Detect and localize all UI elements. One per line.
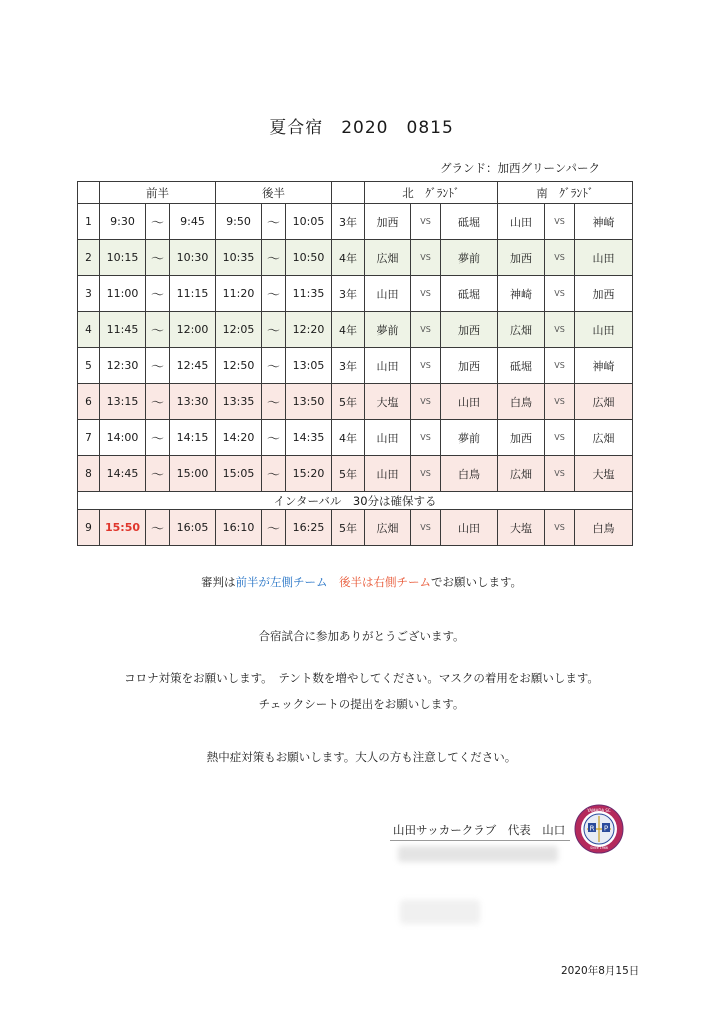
match-number: 6 bbox=[78, 384, 100, 420]
north-team-2: 砥堀 bbox=[441, 276, 498, 312]
ground-note: グランド：加西グリーンパーク bbox=[440, 161, 600, 175]
north-team-1: 加西 bbox=[365, 204, 411, 240]
vs-label: VS bbox=[545, 510, 575, 546]
second-half-start: 12:05 bbox=[216, 312, 262, 348]
second-half-end: 13:50 bbox=[286, 384, 332, 420]
second-half-end: 10:50 bbox=[286, 240, 332, 276]
north-team-2: 山田 bbox=[441, 510, 498, 546]
vs-label: VS bbox=[545, 456, 575, 492]
tilde: ～ bbox=[146, 204, 170, 240]
tilde: ～ bbox=[262, 420, 286, 456]
logo-ring-text: YAMADA SC bbox=[587, 808, 611, 813]
second-half-end: 16:25 bbox=[286, 510, 332, 546]
referee-text-1: 審判は bbox=[200, 575, 236, 589]
vs-label: VS bbox=[411, 384, 441, 420]
first-half-start: 14:45 bbox=[100, 456, 146, 492]
grade: 3年 bbox=[332, 276, 365, 312]
south-team-1: 加西 bbox=[498, 240, 545, 276]
first-half-end: 12:00 bbox=[170, 312, 216, 348]
match-number: 2 bbox=[78, 240, 100, 276]
first-half-start: 11:00 bbox=[100, 276, 146, 312]
grade: 5年 bbox=[332, 384, 365, 420]
grade: 5年 bbox=[332, 510, 365, 546]
tilde: ～ bbox=[146, 312, 170, 348]
tilde: ～ bbox=[146, 384, 170, 420]
logo-letter-left: R bbox=[589, 824, 595, 833]
table-row bbox=[78, 312, 633, 348]
north-team-1: 山田 bbox=[365, 348, 411, 384]
first-half-start: 14:00 bbox=[100, 420, 146, 456]
north-team-1: 夢前 bbox=[365, 312, 411, 348]
header-south-ground: 南 ｸﾞﾗﾝﾄﾞ bbox=[498, 182, 633, 204]
vs-label: VS bbox=[411, 348, 441, 384]
south-team-2: 神崎 bbox=[575, 204, 633, 240]
vs-label: VS bbox=[545, 420, 575, 456]
table-header-row bbox=[78, 182, 633, 204]
first-half-end: 15:00 bbox=[170, 456, 216, 492]
logo-bottom-text: Since 1966 bbox=[590, 846, 608, 850]
second-half-end: 10:05 bbox=[286, 204, 332, 240]
match-number: 9 bbox=[78, 510, 100, 546]
second-half-end: 15:20 bbox=[286, 456, 332, 492]
first-half-end: 12:45 bbox=[170, 348, 216, 384]
north-team-2: 山田 bbox=[441, 384, 498, 420]
grade: 3年 bbox=[332, 204, 365, 240]
logo-letter-right: P bbox=[603, 824, 609, 833]
south-team-2: 加西 bbox=[575, 276, 633, 312]
tilde: ～ bbox=[146, 420, 170, 456]
first-half-end: 9:45 bbox=[170, 204, 216, 240]
south-team-2: 山田 bbox=[575, 240, 633, 276]
second-half-start: 14:20 bbox=[216, 420, 262, 456]
north-team-2: 加西 bbox=[441, 348, 498, 384]
first-half-end: 13:30 bbox=[170, 384, 216, 420]
south-team-1: 大塩 bbox=[498, 510, 545, 546]
vs-label: VS bbox=[411, 510, 441, 546]
north-team-1: 広畑 bbox=[365, 240, 411, 276]
vs-label: VS bbox=[545, 276, 575, 312]
north-team-1: 山田 bbox=[365, 420, 411, 456]
checksheet-message: チェックシートの提出をお願いします。 bbox=[258, 697, 465, 711]
second-half-start: 9:50 bbox=[216, 204, 262, 240]
redacted-contact bbox=[400, 900, 480, 924]
vs-label: VS bbox=[411, 240, 441, 276]
tilde: ～ bbox=[262, 510, 286, 546]
first-half-end: 10:30 bbox=[170, 240, 216, 276]
south-team-1: 加西 bbox=[498, 420, 545, 456]
first-half-start: 13:15 bbox=[100, 384, 146, 420]
south-team-1: 広畑 bbox=[498, 456, 545, 492]
tilde: ～ bbox=[262, 312, 286, 348]
tilde: ～ bbox=[262, 384, 286, 420]
south-team-2: 神崎 bbox=[575, 348, 633, 384]
schedule-table bbox=[77, 181, 633, 546]
first-half-end: 11:15 bbox=[170, 276, 216, 312]
second-half-end: 11:35 bbox=[286, 276, 332, 312]
vs-label: VS bbox=[411, 204, 441, 240]
heat-message: 熱中症対策もお願いします。大人の方も注意してください。 bbox=[206, 750, 517, 764]
vs-label: VS bbox=[545, 312, 575, 348]
tilde: ～ bbox=[146, 276, 170, 312]
table-row bbox=[78, 276, 633, 312]
second-half-end: 12:20 bbox=[286, 312, 332, 348]
second-half-start: 10:35 bbox=[216, 240, 262, 276]
north-team-2: 白鳥 bbox=[441, 456, 498, 492]
redacted-address bbox=[398, 846, 558, 862]
first-half-start: 10:15 bbox=[100, 240, 146, 276]
vs-label: VS bbox=[545, 204, 575, 240]
north-team-1: 山田 bbox=[365, 276, 411, 312]
signature-line bbox=[390, 840, 570, 841]
tilde: ～ bbox=[146, 240, 170, 276]
vs-label: VS bbox=[411, 276, 441, 312]
match-number: 3 bbox=[78, 276, 100, 312]
tilde: ～ bbox=[262, 276, 286, 312]
page-title: 夏合宿 2020 0815 bbox=[269, 118, 454, 138]
tilde: ～ bbox=[262, 348, 286, 384]
grade: 4年 bbox=[332, 420, 365, 456]
second-half-start: 12:50 bbox=[216, 348, 262, 384]
first-half-start: 12:30 bbox=[100, 348, 146, 384]
south-team-1: 山田 bbox=[498, 204, 545, 240]
south-team-2: 大塩 bbox=[575, 456, 633, 492]
first-half-end: 16:05 bbox=[170, 510, 216, 546]
first-half-end: 14:15 bbox=[170, 420, 216, 456]
match-number: 1 bbox=[78, 204, 100, 240]
header-grade-blank bbox=[332, 182, 365, 204]
tilde: ～ bbox=[146, 456, 170, 492]
match-number: 4 bbox=[78, 312, 100, 348]
table-row bbox=[78, 510, 633, 546]
header-blank bbox=[78, 182, 100, 204]
south-team-2: 山田 bbox=[575, 312, 633, 348]
table-row bbox=[78, 204, 633, 240]
south-team-1: 神崎 bbox=[498, 276, 545, 312]
second-half-start: 15:05 bbox=[216, 456, 262, 492]
north-team-2: 夢前 bbox=[441, 420, 498, 456]
table-row bbox=[78, 420, 633, 456]
table-row bbox=[78, 456, 633, 492]
vs-label: VS bbox=[411, 312, 441, 348]
north-team-2: 夢前 bbox=[441, 240, 498, 276]
north-team-1: 広畑 bbox=[365, 510, 411, 546]
match-number: 5 bbox=[78, 348, 100, 384]
second-half-start: 13:35 bbox=[216, 384, 262, 420]
grade: 4年 bbox=[332, 240, 365, 276]
tilde: ～ bbox=[262, 456, 286, 492]
grade: 5年 bbox=[332, 456, 365, 492]
south-team-1: 砥堀 bbox=[498, 348, 545, 384]
vs-label: VS bbox=[545, 384, 575, 420]
second-half-end: 13:05 bbox=[286, 348, 332, 384]
vs-label: VS bbox=[411, 420, 441, 456]
first-half-start: 15:50 bbox=[100, 510, 146, 546]
header-first-half: 前半 bbox=[100, 182, 216, 204]
header-second-half: 後半 bbox=[216, 182, 332, 204]
first-half-start: 11:45 bbox=[100, 312, 146, 348]
first-half-start: 9:30 bbox=[100, 204, 146, 240]
referee-second-half: 後半は右側チーム bbox=[327, 575, 431, 589]
grade: 3年 bbox=[332, 348, 365, 384]
interval-note: インターバル 30分は確保する bbox=[78, 492, 633, 510]
table-row bbox=[78, 384, 633, 420]
north-team-1: 山田 bbox=[365, 456, 411, 492]
grade: 4年 bbox=[332, 312, 365, 348]
south-team-2: 広畑 bbox=[575, 420, 633, 456]
tilde: ～ bbox=[262, 204, 286, 240]
match-number: 8 bbox=[78, 456, 100, 492]
interval-row bbox=[78, 492, 633, 510]
second-half-start: 16:10 bbox=[216, 510, 262, 546]
second-half-start: 11:20 bbox=[216, 276, 262, 312]
vs-label: VS bbox=[411, 456, 441, 492]
vs-label: VS bbox=[545, 348, 575, 384]
north-team-2: 砥堀 bbox=[441, 204, 498, 240]
referee-note bbox=[0, 574, 723, 590]
north-team-1: 大塩 bbox=[365, 384, 411, 420]
table-row bbox=[78, 240, 633, 276]
club-logo-icon bbox=[574, 804, 624, 854]
referee-text-2: でお願いします。 bbox=[430, 575, 523, 589]
north-team-2: 加西 bbox=[441, 312, 498, 348]
south-team-2: 白鳥 bbox=[575, 510, 633, 546]
tilde: ～ bbox=[262, 240, 286, 276]
second-half-end: 14:35 bbox=[286, 420, 332, 456]
referee-first-half: 前半が左側チーム bbox=[235, 575, 328, 589]
signature: 山田サッカークラブ 代表 山口 bbox=[393, 823, 566, 837]
south-team-1: 白鳥 bbox=[498, 384, 545, 420]
tilde: ～ bbox=[146, 348, 170, 384]
south-team-2: 広畑 bbox=[575, 384, 633, 420]
document-date: 2020年8月15日 bbox=[561, 965, 640, 977]
match-number: 7 bbox=[78, 420, 100, 456]
tilde: ～ bbox=[146, 510, 170, 546]
table-row bbox=[78, 348, 633, 384]
header-north-ground: 北 ｸﾞﾗﾝﾄﾞ bbox=[365, 182, 498, 204]
south-team-1: 広畑 bbox=[498, 312, 545, 348]
vs-label: VS bbox=[545, 240, 575, 276]
thanks-message: 合宿試合に参加ありがとうございます。 bbox=[258, 629, 465, 643]
covid-message: コロナ対策をお願いします。 テント数を増やしてください。マスクの着用をお願いします。 bbox=[124, 671, 599, 685]
